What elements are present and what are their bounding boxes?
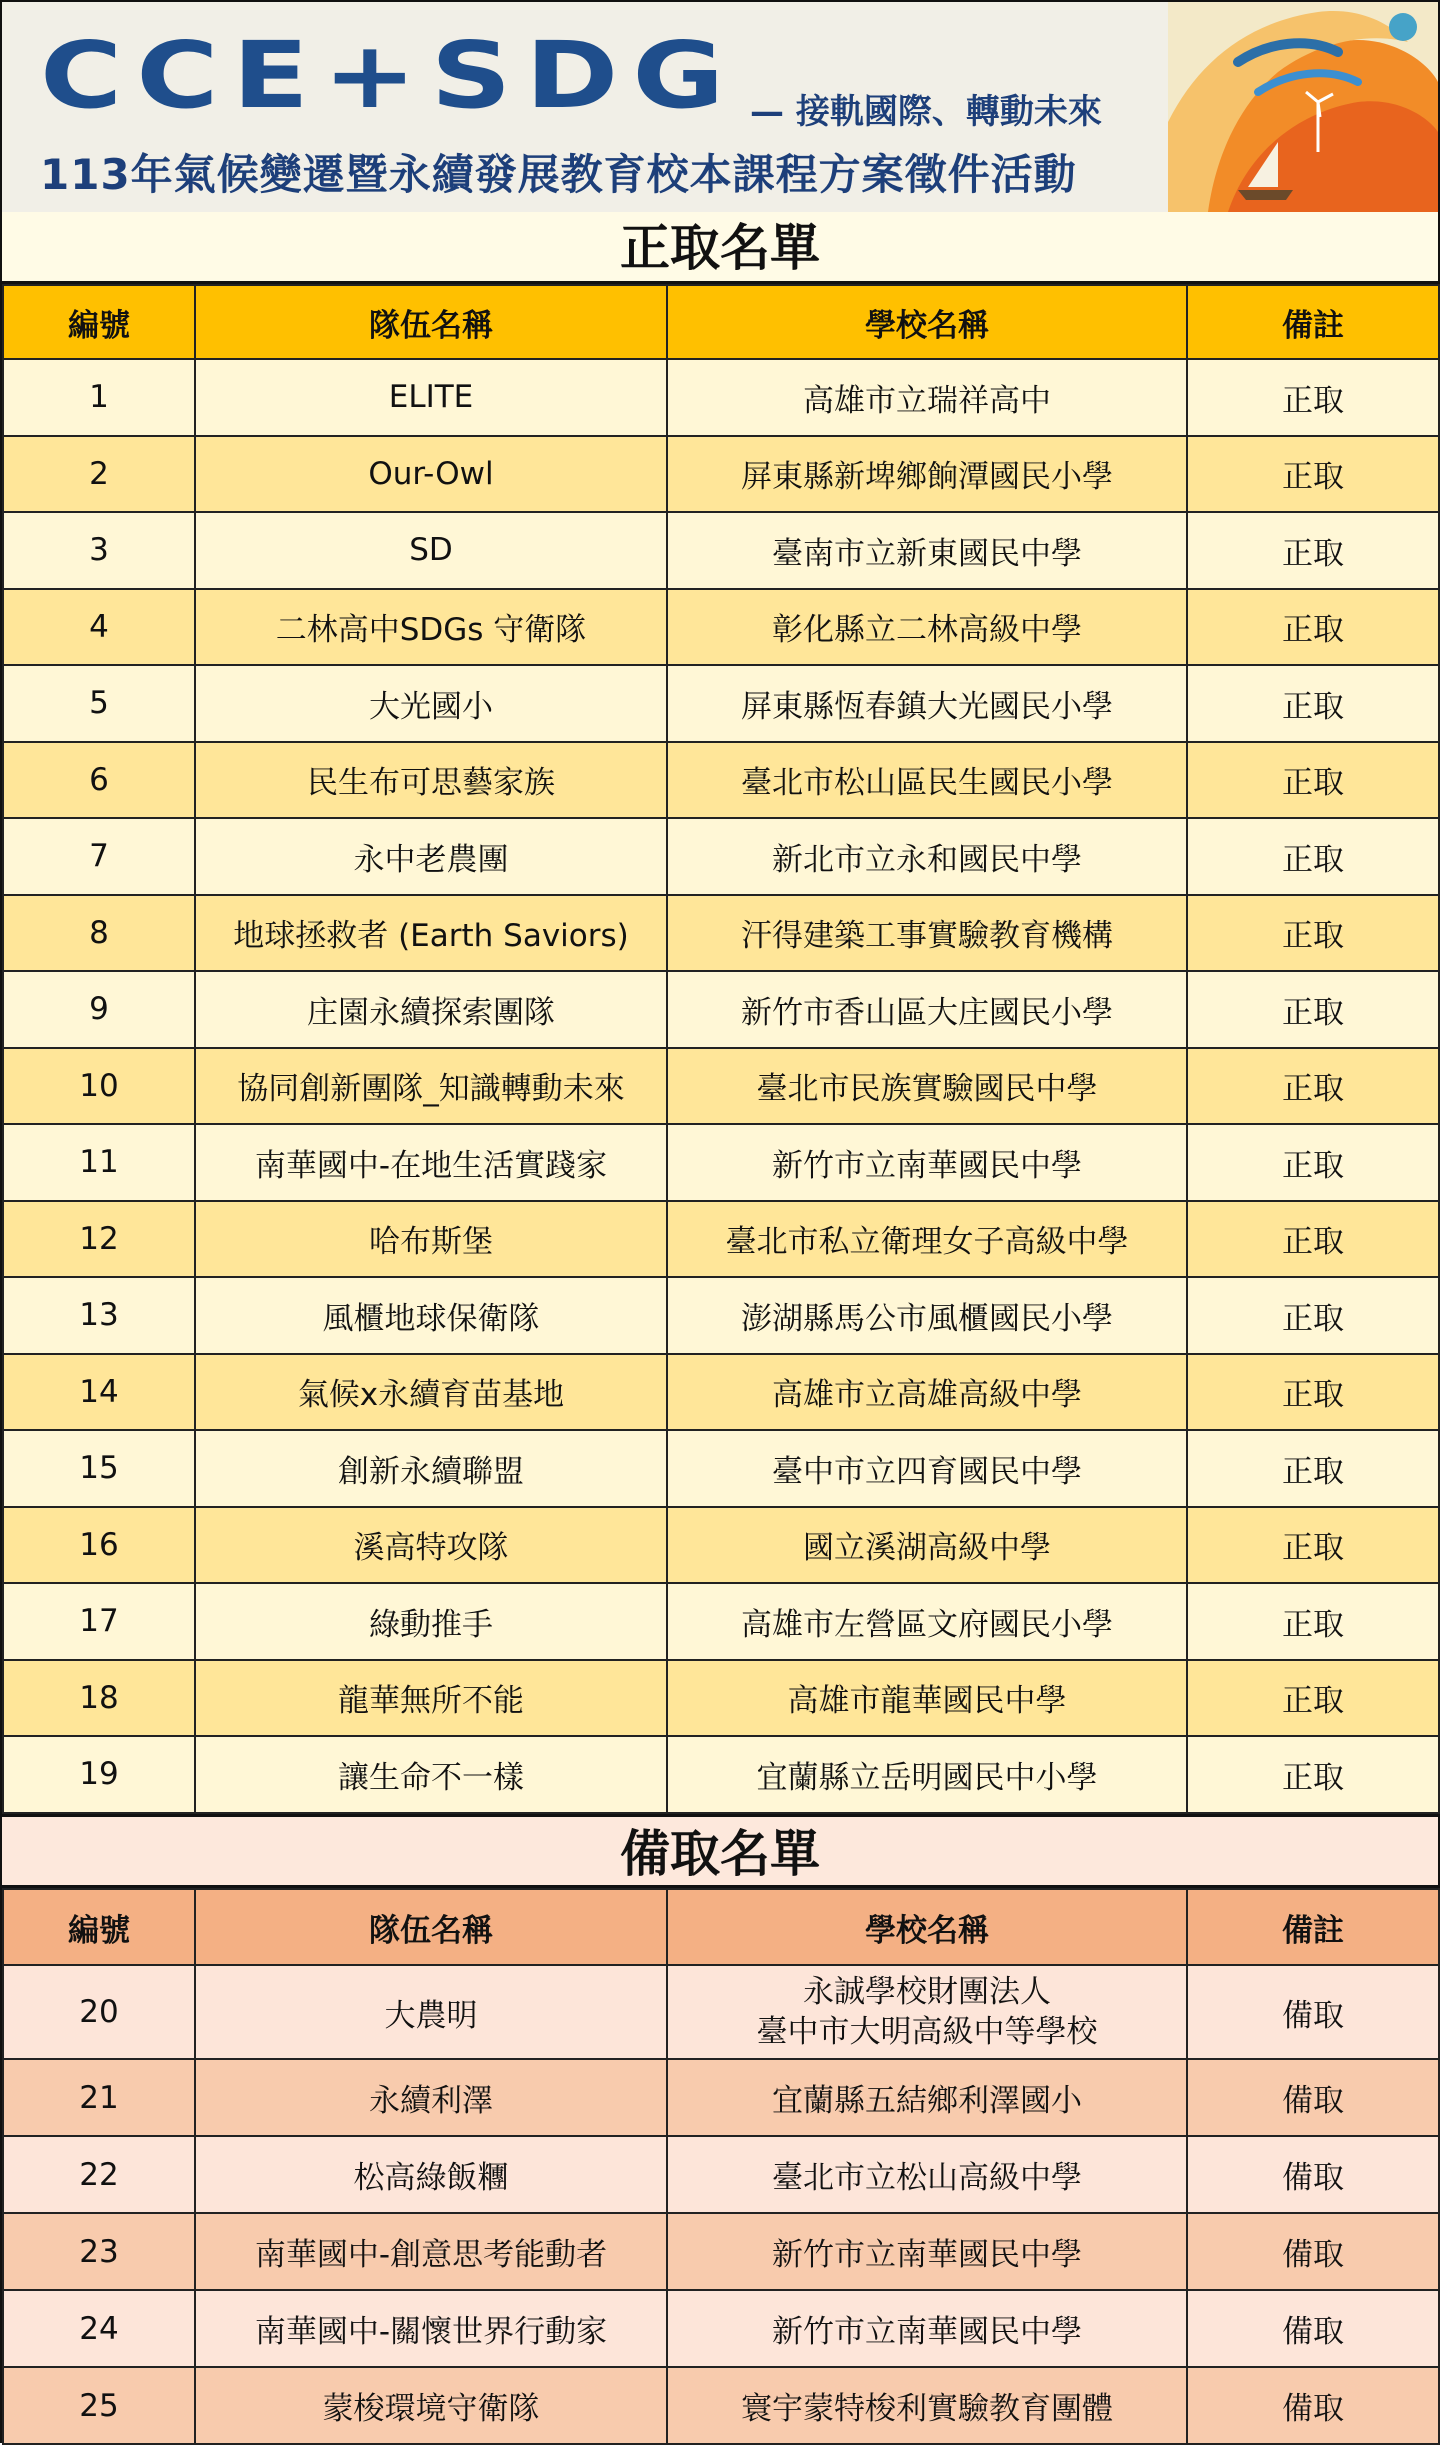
cell-note: 正取 xyxy=(1187,818,1439,895)
cell-number: 7 xyxy=(3,818,195,895)
header-number: 編號 xyxy=(3,1889,195,1965)
cell-number: 10 xyxy=(3,1048,195,1125)
cell-school-name: 新竹市立南華國民中學 xyxy=(667,2213,1187,2290)
cell-team-name: 民生布可思藝家族 xyxy=(195,742,667,819)
header-number: 編號 xyxy=(3,285,195,359)
header-team-name: 隊伍名稱 xyxy=(195,285,667,359)
cell-number: 4 xyxy=(3,589,195,666)
cell-team-name: 南華國中-在地生活實踐家 xyxy=(195,1124,667,1201)
cell-team-name: 大農明 xyxy=(195,1965,667,2059)
cell-team-name: Our-Owl xyxy=(195,436,667,513)
cell-number: 14 xyxy=(3,1354,195,1431)
table-row xyxy=(3,436,1439,513)
cell-school-name: 國立溪湖高級中學 xyxy=(667,1507,1187,1584)
cell-team-name: 蒙梭環境守衛隊 xyxy=(195,2367,667,2444)
cell-note: 備取 xyxy=(1187,2213,1439,2290)
cell-team-name: SD xyxy=(195,512,667,589)
cell-team-name: 龍華無所不能 xyxy=(195,1660,667,1737)
cell-team-name: 二林高中SDGs 守衛隊 xyxy=(195,589,667,666)
cell-school-name: 臺北市松山區民生國民小學 xyxy=(667,742,1187,819)
cell-number: 17 xyxy=(3,1583,195,1660)
cell-number: 13 xyxy=(3,1277,195,1354)
cell-team-name: 綠動推手 xyxy=(195,1583,667,1660)
cell-school-name: 新北市立永和國民中學 xyxy=(667,818,1187,895)
cell-team-name: 南華國中-關懷世界行動家 xyxy=(195,2290,667,2367)
cell-note: 正取 xyxy=(1187,1354,1439,1431)
cell-school-name: 臺中市立四育國民中學 xyxy=(667,1430,1187,1507)
table-row xyxy=(3,1583,1439,1660)
cell-school-name: 屏東縣新埤鄉餉潭國民小學 xyxy=(667,436,1187,513)
cell-number: 19 xyxy=(3,1736,195,1813)
cell-team-name: 地球拯救者 (Earth Saviors) xyxy=(195,895,667,972)
table-row xyxy=(3,2290,1439,2367)
cell-note: 正取 xyxy=(1187,1277,1439,1354)
table-row xyxy=(3,1048,1439,1125)
cell-team-name: 永續利澤 xyxy=(195,2059,667,2136)
cell-school-name: 高雄市龍華國民中學 xyxy=(667,1660,1187,1737)
table-row xyxy=(3,665,1439,742)
cell-number: 2 xyxy=(3,436,195,513)
table-row xyxy=(3,1201,1439,1278)
table-header-row xyxy=(3,1889,1439,1965)
cell-number: 6 xyxy=(3,742,195,819)
cell-note: 正取 xyxy=(1187,971,1439,1048)
cell-school-name: 高雄市立高雄高級中學 xyxy=(667,1354,1187,1431)
cell-team-name: 庄園永續探索團隊 xyxy=(195,971,667,1048)
cell-note: 備取 xyxy=(1187,1965,1439,2059)
cell-number: 18 xyxy=(3,1660,195,1737)
cell-note: 正取 xyxy=(1187,1736,1439,1813)
cell-number: 11 xyxy=(3,1124,195,1201)
cell-note: 正取 xyxy=(1187,512,1439,589)
cell-school-name: 寰宇蒙特梭利實驗教育團體 xyxy=(667,2367,1187,2444)
cell-team-name: 氣候x永續育苗基地 xyxy=(195,1354,667,1431)
cell-school-name: 汗得建築工事實驗教育機構 xyxy=(667,895,1187,972)
cell-school-name: 臺南市立新東國民中學 xyxy=(667,512,1187,589)
cell-school-name: 澎湖縣馬公市風櫃國民小學 xyxy=(667,1277,1187,1354)
cell-team-name: 哈布斯堡 xyxy=(195,1201,667,1278)
cell-school-name: 高雄市左營區文府國民小學 xyxy=(667,1583,1187,1660)
admitted-list-title: 正取名單 xyxy=(2,212,1438,284)
school-name-line: 永誠學校財團法人 xyxy=(803,1974,1051,2010)
cell-note: 備取 xyxy=(1187,2367,1439,2444)
table-header-row xyxy=(3,285,1439,359)
cell-number: 12 xyxy=(3,1201,195,1278)
cell-note: 正取 xyxy=(1187,1660,1439,1737)
header-team-name: 隊伍名稱 xyxy=(195,1889,667,1965)
header-banner xyxy=(2,2,1438,215)
logo-text: CCE+SDG xyxy=(40,22,739,130)
cell-team-name: 溪高特攻隊 xyxy=(195,1507,667,1584)
cell-school-name: 新竹市香山區大庄國民小學 xyxy=(667,971,1187,1048)
table-row xyxy=(3,971,1439,1048)
cell-number: 15 xyxy=(3,1430,195,1507)
waitlist-table xyxy=(2,1888,1440,2445)
table-row xyxy=(3,1660,1439,1737)
cell-note: 備取 xyxy=(1187,2136,1439,2213)
cell-note: 正取 xyxy=(1187,665,1439,742)
cell-note: 備取 xyxy=(1187,2059,1439,2136)
header-note: 備註 xyxy=(1187,1889,1439,1965)
cell-note: 正取 xyxy=(1187,1124,1439,1201)
cell-number: 1 xyxy=(3,359,195,436)
cell-note: 正取 xyxy=(1187,742,1439,819)
table-row xyxy=(3,1277,1439,1354)
decorative-wave-art-icon xyxy=(1168,2,1438,212)
table-row xyxy=(3,512,1439,589)
cell-number: 16 xyxy=(3,1507,195,1584)
page-title: 113年氣候變遷暨永續發展教育校本課程方案徵件活動 xyxy=(40,150,1077,199)
header-note: 備註 xyxy=(1187,285,1439,359)
header-school-name: 學校名稱 xyxy=(667,1889,1187,1965)
cell-team-name: 讓生命不一樣 xyxy=(195,1736,667,1813)
cell-team-name: 協同創新團隊_知識轉動未來 xyxy=(195,1048,667,1125)
cell-school-name: 宜蘭縣五結鄉利澤國小 xyxy=(667,2059,1187,2136)
cell-number: 23 xyxy=(3,2213,195,2290)
cell-number: 24 xyxy=(3,2290,195,2367)
cell-number: 25 xyxy=(3,2367,195,2444)
table-row xyxy=(3,895,1439,972)
cell-school-name: 宜蘭縣立岳明國民中小學 xyxy=(667,1736,1187,1813)
cell-team-name: 大光國小 xyxy=(195,665,667,742)
cell-note: 備取 xyxy=(1187,2290,1439,2367)
table-row xyxy=(3,359,1439,436)
table-row xyxy=(3,1354,1439,1431)
cell-team-name: 永中老農團 xyxy=(195,818,667,895)
table-row xyxy=(3,2136,1439,2213)
table-row xyxy=(3,1965,1439,2059)
cell-number: 22 xyxy=(3,2136,195,2213)
table-row xyxy=(3,1124,1439,1201)
table-row xyxy=(3,2213,1439,2290)
cell-note: 正取 xyxy=(1187,1201,1439,1278)
cell-school-name: 新竹市立南華國民中學 xyxy=(667,2290,1187,2367)
cell-school-name: 彰化縣立二林高級中學 xyxy=(667,589,1187,666)
cell-number: 9 xyxy=(3,971,195,1048)
cell-note: 正取 xyxy=(1187,1507,1439,1584)
cell-school-name: 新竹市立南華國民中學 xyxy=(667,1124,1187,1201)
cell-team-name: 南華國中-創意思考能動者 xyxy=(195,2213,667,2290)
cell-number: 21 xyxy=(3,2059,195,2136)
school-name-line: 臺中市大明高級中等學校 xyxy=(756,2014,1098,2050)
table-row xyxy=(3,2059,1439,2136)
cell-team-name: ELITE xyxy=(195,359,667,436)
cell-note: 正取 xyxy=(1187,436,1439,513)
cell-school-name: 臺北市私立衛理女子高級中學 xyxy=(667,1201,1187,1278)
cell-school-name xyxy=(667,1965,1187,2059)
cell-team-name: 創新永續聯盟 xyxy=(195,1430,667,1507)
table-row xyxy=(3,2367,1439,2444)
cell-school-name: 高雄市立瑞祥高中 xyxy=(667,359,1187,436)
cell-school-name: 臺北市立松山高級中學 xyxy=(667,2136,1187,2213)
waitlist-title: 備取名單 xyxy=(2,1814,1438,1888)
cell-number: 3 xyxy=(3,512,195,589)
cell-number: 5 xyxy=(3,665,195,742)
cell-team-name: 風櫃地球保衛隊 xyxy=(195,1277,667,1354)
cell-school-name: 臺北市民族實驗國民中學 xyxy=(667,1048,1187,1125)
cell-note: 正取 xyxy=(1187,1430,1439,1507)
table-row xyxy=(3,589,1439,666)
cell-note: 正取 xyxy=(1187,1048,1439,1125)
cell-number: 8 xyxy=(3,895,195,972)
table-row xyxy=(3,1507,1439,1584)
cell-note: 正取 xyxy=(1187,1583,1439,1660)
cell-school-name: 屏東縣恆春鎮大光國民小學 xyxy=(667,665,1187,742)
slogan: — 接軌國際、轉動未來 xyxy=(750,92,1102,132)
table-row xyxy=(3,1430,1439,1507)
table-row xyxy=(3,742,1439,819)
header-school-name: 學校名稱 xyxy=(667,285,1187,359)
table-row xyxy=(3,818,1439,895)
cell-note: 正取 xyxy=(1187,359,1439,436)
cell-number: 20 xyxy=(3,1965,195,2059)
cell-note: 正取 xyxy=(1187,895,1439,972)
admitted-table xyxy=(2,284,1440,1814)
cell-team-name: 松高綠飯糰 xyxy=(195,2136,667,2213)
table-row xyxy=(3,1736,1439,1813)
cell-note: 正取 xyxy=(1187,589,1439,666)
